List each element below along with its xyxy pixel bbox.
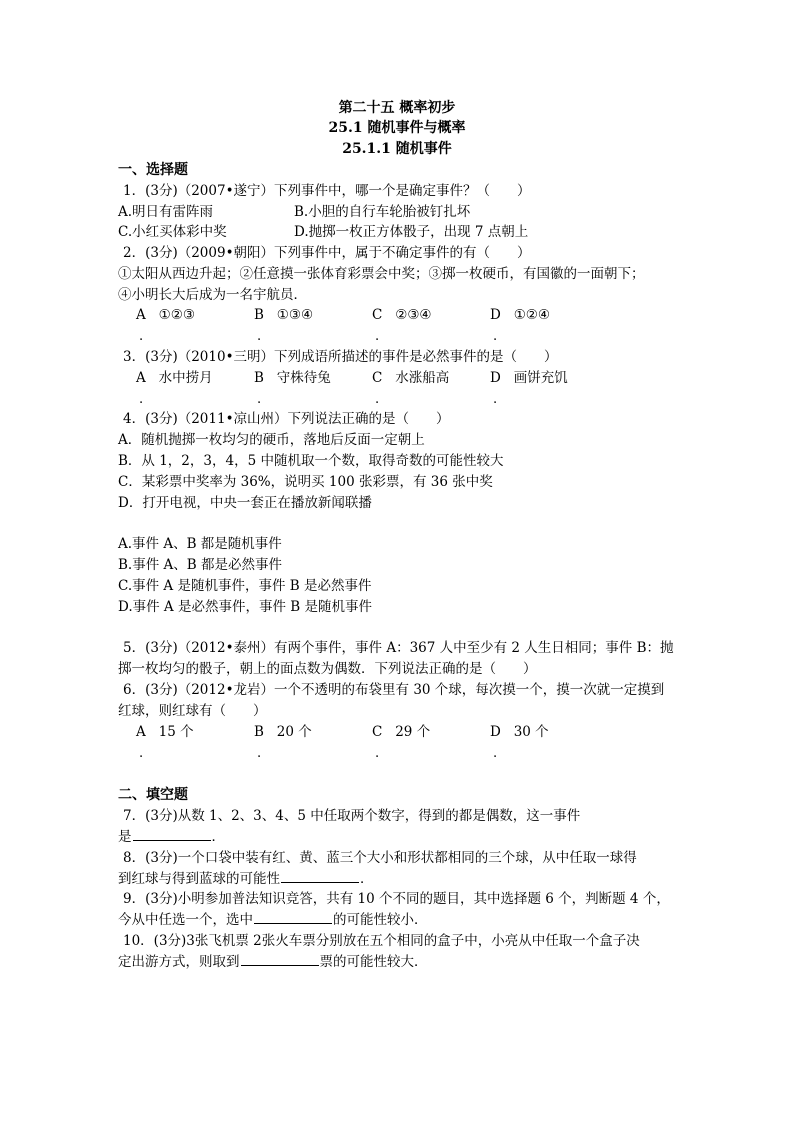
q5-option-b: B.事件 A、B 都是必然事件 — [118, 557, 282, 573]
question-8-stem-line-2: 到红球与得到蓝球的可能性 ． — [118, 871, 374, 887]
q3-option-a: A 水中捞月 — [136, 370, 213, 386]
section-title: 25.1 随机事件与概率 — [328, 120, 466, 136]
q2-option-d: D ①②④ — [490, 307, 551, 323]
answer-blank[interactable] — [241, 953, 319, 966]
option-dot: . — [139, 746, 144, 761]
q6-option-b: B 20 个 — [254, 724, 312, 740]
question-7-stem-line-2: 是 ． — [118, 829, 225, 845]
option-dot: . — [493, 746, 498, 761]
q2-option-b: B ①③④ — [254, 307, 314, 323]
q5-option-d: D.事件 A 是必然事件，事件 B 是随机事件 — [118, 599, 372, 615]
q3-option-c: C 水涨船高 — [372, 370, 450, 386]
question-10-stem-line-2: 定出游方式，则取到 票的可能性较大． — [118, 954, 428, 970]
question-2-stem: 2．(3分)（2009•朝阳）下列事件中，属于不确定事件的有（ ） — [123, 245, 531, 261]
question-4-stem: 4．(3分)（2011•凉山州）下列说法正确的是（ ） — [123, 411, 450, 427]
q1-option-a: A.明日有雷阵雨 — [118, 204, 214, 220]
q4-option-c: C．某彩票中奖率为 36%，说明买 100 张彩票，有 36 张中奖 — [118, 474, 493, 490]
subsection-title: 25.1.1 随机事件 — [342, 141, 452, 157]
answer-blank[interactable] — [133, 828, 211, 841]
q5-option-a: A.事件 A、B 都是随机事件 — [118, 536, 282, 552]
section-choice-heading: 一、选择题 — [118, 162, 188, 178]
option-dot: . — [493, 392, 498, 407]
question-5-stem-line-2: 掷一枚均匀的骰子，朝上的面点数为偶数．下列说法正确的是（ ） — [118, 661, 537, 677]
section-fill-heading: 二、填空题 — [118, 787, 188, 803]
option-dot: . — [375, 746, 380, 761]
question-6-stem-line-1: 6．(3分)（2012•龙岩）一个不透明的布袋里有 30 个球，每次摸一个，摸一次就一定摸到 — [123, 682, 665, 698]
q1-option-c: C.小红买体彩中奖 — [118, 224, 227, 240]
option-dot: . — [375, 329, 380, 344]
question-1-stem: 1．(3分)（2007•遂宁）下列事件中，哪一个是确定事件？（ ） — [123, 183, 531, 199]
chapter-title: 第二十五 概率初步 — [338, 100, 456, 116]
question-8-stem-line-1: 8．(3分)一个口袋中装有红、黄、蓝三个大小和形状都相同的三个球，从中任取一球得 — [123, 850, 637, 866]
q2-option-c: C ②③④ — [372, 307, 432, 323]
q3-option-d: D 画饼充饥 — [490, 370, 568, 386]
q3-option-b: B 守株待兔 — [254, 370, 331, 386]
q1-option-b: B.小胆的自行车轮胎被钉扎坏 — [294, 204, 471, 220]
option-dot: . — [257, 329, 262, 344]
question-6-stem-line-2: 红球，则红球有（ ） — [118, 703, 267, 719]
q6-option-d: D 30 个 — [490, 724, 549, 740]
q6-option-a: A 15 个 — [136, 724, 194, 740]
q6-option-c: C 29 个 — [372, 724, 431, 740]
q1-option-d: D.抛掷一枚正方体骰子，出现 7 点朝上 — [294, 224, 529, 240]
question-9-stem-line-1: 9．(3分)小明参加普法知识竞答，共有 10 个不同的题目，其中选择题 6 个，判断题 4 个， — [123, 891, 670, 907]
q2-option-a: A ①②③ — [136, 307, 195, 323]
q2-statement-line-2: ④小明长大后成为一名宇航员． — [118, 287, 307, 303]
question-5-stem-line-1: 5．(3分)（2012•泰州）有两个事件，事件 A：367 人中至少有 2 人生日相同；事件 B：抛 — [123, 640, 674, 656]
answer-blank[interactable] — [254, 911, 332, 924]
q4-option-b: B．从 1，2，3，4，5 中随机取一个数，取得奇数的可能性较大 — [118, 453, 504, 469]
option-dot: . — [139, 329, 144, 344]
question-7-stem-line-1: 7．(3分)从数 1、2、3、4、5 中任取两个数字，得到的都是偶数，这一事件 — [123, 808, 581, 824]
option-dot: . — [257, 746, 262, 761]
q5-option-c: C.事件 A 是随机事件，事件 B 是必然事件 — [118, 578, 372, 594]
option-dot: . — [139, 392, 144, 407]
q4-option-d: D．打开电视，中央一套正在播放新闻联播 — [118, 495, 372, 511]
question-9-stem-line-2: 今从中任选一个，选中 的可能性较小． — [118, 912, 428, 928]
option-dot: . — [493, 329, 498, 344]
q4-option-a: A．随机抛掷一枚均匀的硬币，落地后反面一定朝上 — [118, 432, 425, 448]
question-3-stem: 3．(3分)（2010•三明）下列成语所描述的事件是必然事件的是（ ） — [123, 349, 558, 365]
option-dot: . — [257, 392, 262, 407]
question-10-stem-line-1: 10．(3分)3张飞机票 2张火车票分别放在五个相同的盒子中，小亮从中任取一个盒子决 — [123, 933, 640, 949]
answer-blank[interactable] — [281, 870, 359, 883]
option-dot: . — [375, 392, 380, 407]
q2-statement-line-1: ①太阳从西边升起；②任意摸一张体育彩票会中奖；③掷一枚硬币，有国徽的一面朝下； — [118, 266, 645, 282]
